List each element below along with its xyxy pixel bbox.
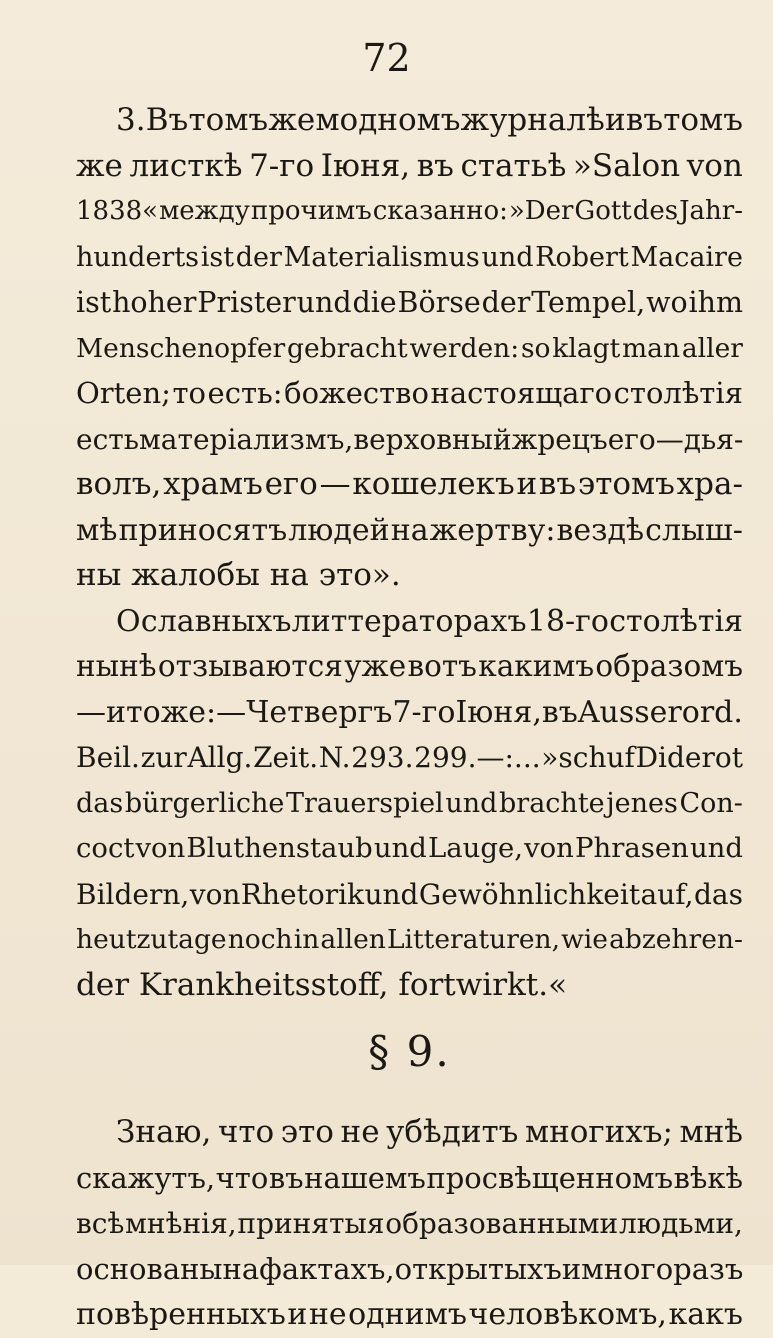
- text-line: 1838« между прочимъ сказанно: »Der Gott des Jahr-: [76, 196, 743, 226]
- page-number: 72: [362, 36, 411, 80]
- text-line: ны жалобы на это».: [76, 557, 401, 593]
- text-line: скажутъ, что въ нашемъ просвѣщенномъ вѣкѣ: [76, 1160, 743, 1195]
- text-line: мѣ приносятъ людей на жертву: вездѣ слыш-: [76, 512, 743, 548]
- text-line: das bürgerliche Trauerspiel und brachte jenes Con-: [76, 787, 743, 819]
- section-heading: § 9.: [368, 1027, 451, 1076]
- paragraph-3: [76, 1110, 743, 1338]
- text-line: Знаю, что это не убѣдитъ многихъ; мнѣ: [116, 1114, 743, 1150]
- text-line: heutzutage noch in allen Litteraturen, wie abzehren-: [76, 924, 743, 955]
- text-line: основаны на фактахъ, открытыхъ и много разъ: [76, 1251, 744, 1286]
- text-line: hunderts ist der Materialismus und Robert Macaire: [76, 241, 743, 273]
- text-line: же листкѣ 7-го Іюня, въ статьѣ »Salon von: [76, 147, 743, 184]
- text-line: Bildern, von Rhetorik und Gewöhnlichkeit auf, das: [76, 877, 743, 911]
- page-text: [76, 98, 743, 1338]
- text-line: — и тоже: — Четвергъ 7-го Іюня, въ Ausserord.: [76, 694, 743, 730]
- text-line: повѣренныхъ и не однимъ человѣкомъ, какъ: [76, 1297, 743, 1332]
- text-line: всѣ мнѣнія, принятыя образованными людьми,: [76, 1207, 743, 1240]
- text-line: 3. Въ томъ же модномъ журналѣ и въ томъ: [116, 102, 743, 138]
- text-line: ist hoher Prister und die Börse der Tempel, wo ihm: [76, 286, 743, 319]
- text-line: есть матеріализмъ, верховный жрецъ его—дья-: [76, 422, 744, 456]
- text-line: Beil. zur Allg. Zeit. N. 293. 299.—:... »schuf Diderot: [76, 741, 743, 774]
- text-line: нынѣ отзываются уже вотъ какимъ образомъ: [76, 649, 743, 683]
- paragraph-1: [76, 98, 743, 599]
- text-line: Orten; то есть: божество настоящаго столѣтія: [76, 376, 743, 410]
- text-line: der Krankheitsstoff, fortwirkt.«: [76, 966, 568, 1003]
- text-line: волъ, храмъ его — кошелекъ и въ этомъ хра-: [76, 466, 743, 502]
- text-line: О славныхъ литтераторахъ 18-го столѣтія: [116, 603, 743, 639]
- paragraph-2: [76, 599, 743, 1009]
- text-line: coct von Bluthenstaub und Lauge, von Phrasen und: [76, 832, 743, 864]
- text-line: Menschenopfer gebracht werden: so klagt man aller: [76, 332, 743, 364]
